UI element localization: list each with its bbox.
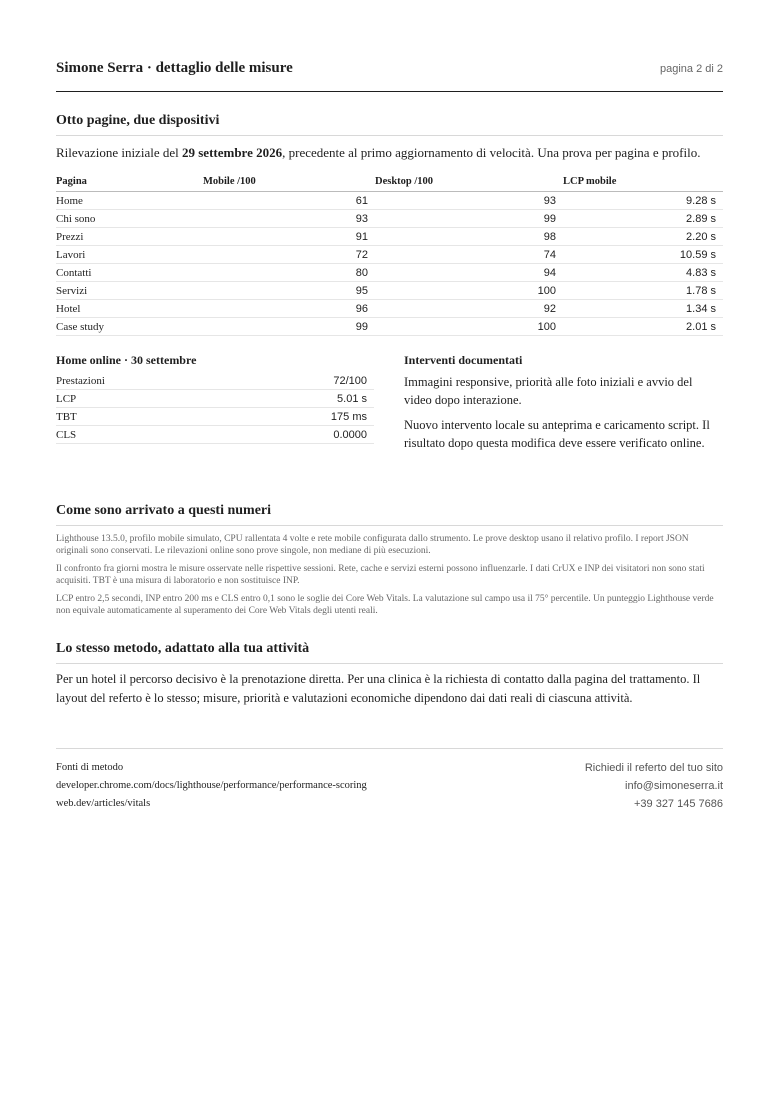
page-name: Case study <box>56 318 203 336</box>
table-row <box>56 246 723 264</box>
lcp-mobile: 2.89 s <box>563 210 723 228</box>
mobile-score: 72 <box>203 246 375 264</box>
desktop-score: 92 <box>375 300 563 318</box>
desktop-score: 99 <box>375 210 563 228</box>
method-note: LCP entro 2,5 secondi, INP entro 200 ms e CLS entro 0,1 sono le soglie dei Core Web Vitals. La valutazione sul campo usa il 75° percentile. Un punteggio Lighthouse verde non equivale automaticamente al superamento dei Core Web Vitals degli utenti reali. <box>56 594 714 616</box>
section-heading-pages: Otto pagine, due dispositivi <box>56 113 723 136</box>
page-indicator: pagina 2 di 2 <box>660 63 723 75</box>
interventions-heading: Interventi documentati <box>404 353 523 367</box>
column-header: LCP mobile <box>563 174 723 192</box>
email-link[interactable]: info@simoneserra.it <box>625 780 723 792</box>
table-row <box>56 264 723 282</box>
mobile-score: 95 <box>203 282 375 300</box>
table-row <box>56 408 374 426</box>
desktop-score: 100 <box>375 318 563 336</box>
page-header <box>56 60 723 92</box>
contact-block <box>585 759 723 813</box>
table-header-row <box>56 174 723 192</box>
table-row <box>56 300 723 318</box>
metric-value: 72/100 <box>256 372 374 390</box>
table-row <box>56 318 723 336</box>
cta-text: Richiedi il referto del tuo sito <box>584 762 723 774</box>
table-row <box>56 426 374 444</box>
lcp-mobile: 10.59 s <box>563 246 723 264</box>
column-header: Desktop /100 <box>375 174 563 192</box>
mobile-score: 99 <box>203 318 375 336</box>
metric-label: Prestazioni <box>56 372 256 390</box>
metric-label: TBT <box>56 408 256 426</box>
home-online-table <box>56 372 374 444</box>
desktop-score: 100 <box>375 282 563 300</box>
scores-table <box>56 174 723 336</box>
method-notes <box>56 533 723 617</box>
metric-value: 0.0000 <box>256 426 374 444</box>
sources-label: Fonti di metodo <box>56 762 124 773</box>
table-row <box>56 192 723 210</box>
intro-paragraph <box>56 145 736 161</box>
table-row <box>56 390 374 408</box>
page-name: Home <box>56 192 203 210</box>
table-row <box>56 372 374 390</box>
lcp-mobile: 2.01 s <box>563 318 723 336</box>
method-note: Lighthouse 13.5.0, profilo mobile simulato, CPU rallentata 4 volte e rete mobile configurata dallo strumento. Le prove desktop usano il relativo profilo. I report JSON originali sono conservati. Le rilevazioni online sono prove singole, non mediane di più esecuzioni. <box>56 534 689 556</box>
intro-suffix: , precedente al primo aggiornamento di velocità. Una prova per pagina e profilo. <box>282 145 701 160</box>
metric-value: 175 ms <box>256 408 374 426</box>
home-online-heading: Home online · 30 settembre <box>56 353 197 367</box>
desktop-score: 98 <box>375 228 563 246</box>
document-title: Simone Serra · dettaglio delle misure <box>56 60 293 76</box>
lcp-mobile: 1.34 s <box>563 300 723 318</box>
page-name: Lavori <box>56 246 203 264</box>
mobile-score: 93 <box>203 210 375 228</box>
page-name: Chi sono <box>56 210 203 228</box>
lcp-mobile: 1.78 s <box>563 282 723 300</box>
lcp-mobile: 2.20 s <box>563 228 723 246</box>
page-footer <box>56 748 723 810</box>
desktop-score: 93 <box>375 192 563 210</box>
mobile-score: 61 <box>203 192 375 210</box>
table-row <box>56 282 723 300</box>
source-link[interactable]: developer.chrome.com/docs/lighthouse/performance/performance-scoring <box>56 780 367 791</box>
table-row <box>56 228 723 246</box>
column-header: Pagina <box>56 174 203 192</box>
section-heading-method: Come sono arrivato a questi numeri <box>56 503 723 526</box>
metric-value: 5.01 s <box>256 390 374 408</box>
method-note: Il confronto fra giorni mostra le misure osservate nelle rispettive sessioni. Rete, cache e servizi esterni possono influenzarle. I dati CrUX e INP dei visitatori non sono stati acquisiti. TBT è una misura di laboratorio e non sostituisce INP. <box>56 564 705 586</box>
mobile-score: 80 <box>203 264 375 282</box>
page-name: Contatti <box>56 264 203 282</box>
desktop-score: 94 <box>375 264 563 282</box>
phone-number[interactable]: +39 327 145 7686 <box>633 798 723 810</box>
mobile-score: 91 <box>203 228 375 246</box>
intro-prefix: Rilevazione iniziale del <box>56 145 182 160</box>
interventions-p1: Immagini responsive, priorità alle foto iniziali e avvio del video dopo interazione. <box>404 375 693 407</box>
interventions-p2: Nuovo intervento locale su anteprima e caricamento script. Il risultato dopo questa modifica deve essere verificato online. <box>404 418 710 450</box>
page-name: Hotel <box>56 300 203 318</box>
mobile-score: 96 <box>203 300 375 318</box>
page-name: Prezzi <box>56 228 203 246</box>
section-heading-adapt: Lo stesso metodo, adattato alla tua attività <box>56 641 723 664</box>
lcp-mobile: 4.83 s <box>563 264 723 282</box>
column-header: Mobile /100 <box>203 174 375 192</box>
intro-date: 29 settembre 2026 <box>181 145 283 160</box>
lcp-mobile: 9.28 s <box>563 192 723 210</box>
adapt-paragraph: Per un hotel il percorso decisivo è la prenotazione diretta. Per una clinica è la richiesta di contatto dalla pagina del trattamento. Il layout del referto è lo stesso; misure, priorità e valutazioni economiche dipendono dai dati reali di ciascuna attività. <box>56 672 701 705</box>
metric-label: CLS <box>56 426 256 444</box>
source-link[interactable]: web.dev/articles/vitals <box>56 798 151 809</box>
desktop-score: 74 <box>375 246 563 264</box>
table-row <box>56 210 723 228</box>
sources-block <box>56 759 367 813</box>
page-name: Servizi <box>56 282 203 300</box>
metric-label: LCP <box>56 390 256 408</box>
